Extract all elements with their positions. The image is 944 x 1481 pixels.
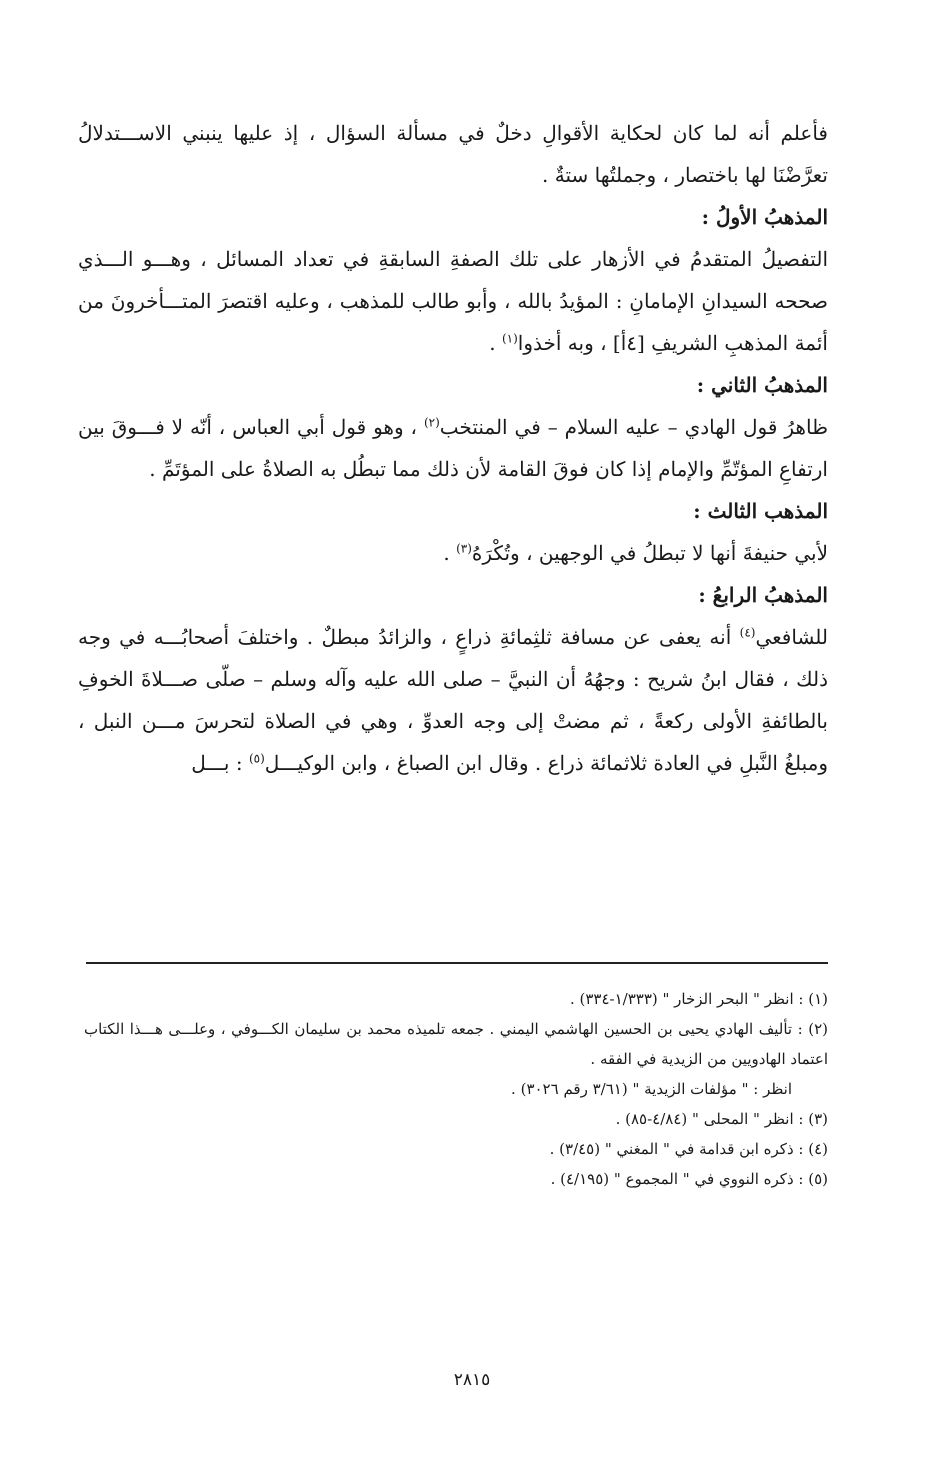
footnote-2-reference: انظر : " مؤلفات الزيدية " (٣/٦١ رقم ٣٠٢٦) . — [511, 1080, 792, 1098]
page-number: ٢٨١٥ — [453, 1370, 491, 1390]
paragraph-text: التفصيلُ المتقدمُ في الأزهار على تلك الصفةِ السابقةِ في تعداد المسائل ، وهـــو الـــذي صححه السيدانِ الإمامانِ : المؤيدُ بالله ، وأبو طالب للمذهب ، وعليه اقتصرَ المتـــأخرونَ من أئمة المذهبِ الشريفِ [٤أ] ، وبه أخذوا — [78, 247, 828, 355]
footnote-ref-3: (٣) — [456, 541, 472, 556]
footnote-separator — [86, 962, 828, 964]
paragraph-text-middle: أنه يعفى عن مسافة ثلثِمائةِ ذراعٍ ، والزائدُ مبطلٌ . واختلفَ أصحابُـــه في وجه ذلك ، فقال ابنُ شريح : وجهُهُ أن النبيَّ – صلى الله عليه وآله وسلم – صلّى صـــلاةَ الخوفِ بالطائفةِ الأولى ركعةً ، ثم مضتْ إلى وجه العدوِّ ، وهي في الصلاة لتحرسَ مـــن النبل ، ومبلغُ النَّبلِ في العادة ثلاثمائة ذراع . وقال ابن الصباغ ، وابن الوكيـــل — [78, 625, 828, 775]
paragraph-fourth-school — [78, 616, 828, 784]
paragraph-text: للشافعي — [755, 625, 828, 649]
intro-paragraph: فأعلم أنه لما كان لحكاية الأقوالِ دخلٌ في مسألة السؤال ، إذ عليها ينبني الاســـتدلالُ تعرَّضْنَا لها باختصار ، وجملتُها ستةٌ . — [78, 121, 828, 187]
paragraph-text-end: . — [489, 331, 502, 355]
footnote-ref-5: (٥) — [248, 751, 265, 766]
paragraph-text: ظاهرُ قول الهادي – عليه السلام – في المنتخب — [439, 415, 828, 439]
footnote-5: (٥) : ذكره النووي في " المجموع " (٤/١٩٥) . — [550, 1170, 828, 1188]
paragraph-first-school — [78, 238, 828, 364]
footnote-2: (٢) : تأليف الهادي يحيى بن الحسين الهاشمي اليمني . جمعه تلميذه محمد بن سليمان الكـــوفي ، وعلـــى هـــذا الكتاب اعتماد الهادويين من الزيدية في الفقه . — [84, 1020, 828, 1068]
paragraph-text: لأبي حنيفةَ أنها لا تبطلُ في الوجهين ، وتُكْرَهُ — [471, 541, 828, 565]
paragraph-second-school — [78, 406, 828, 490]
paragraph-text-end: ، وهو قول أبي العباس ، أنّه لا فـــوقَ بين ارتفاعِ المؤتّمِّ والإمام إذا كان فوقَ القامة لأن ذلك مما تبطُل به الصلاةُ على المؤتَمِّ . — [78, 415, 828, 481]
footnote-ref-1: (١) — [501, 331, 518, 346]
heading-second-school: المذهبُ الثاني : — [696, 373, 828, 397]
main-text — [78, 112, 828, 784]
paragraph-text-end: : بـــل — [191, 751, 249, 775]
heading-fourth-school: المذهبُ الرابعُ : — [698, 583, 828, 607]
heading-first-school: المذهبُ الأولُ : — [701, 205, 828, 229]
footnotes — [84, 984, 828, 1194]
footnote-4: (٤) : ذكره ابن قدامة في " المغني " (٣/٤٥) . — [549, 1140, 828, 1158]
footnote-ref-2: (٢) — [423, 415, 440, 430]
paragraph-text-end: . — [443, 541, 457, 565]
footnote-3: (٣) : انظر " المحلى " (٤/٨٤-٨٥) . — [615, 1110, 828, 1128]
heading-third-school: المذهب الثالث : — [693, 499, 828, 523]
footnote-1: (١) : انظر " البحر الزخار " (١/٣٣٣-٣٣٤) . — [569, 990, 828, 1008]
footnote-ref-4: (٤) — [739, 625, 756, 640]
paragraph-third-school — [78, 532, 828, 574]
